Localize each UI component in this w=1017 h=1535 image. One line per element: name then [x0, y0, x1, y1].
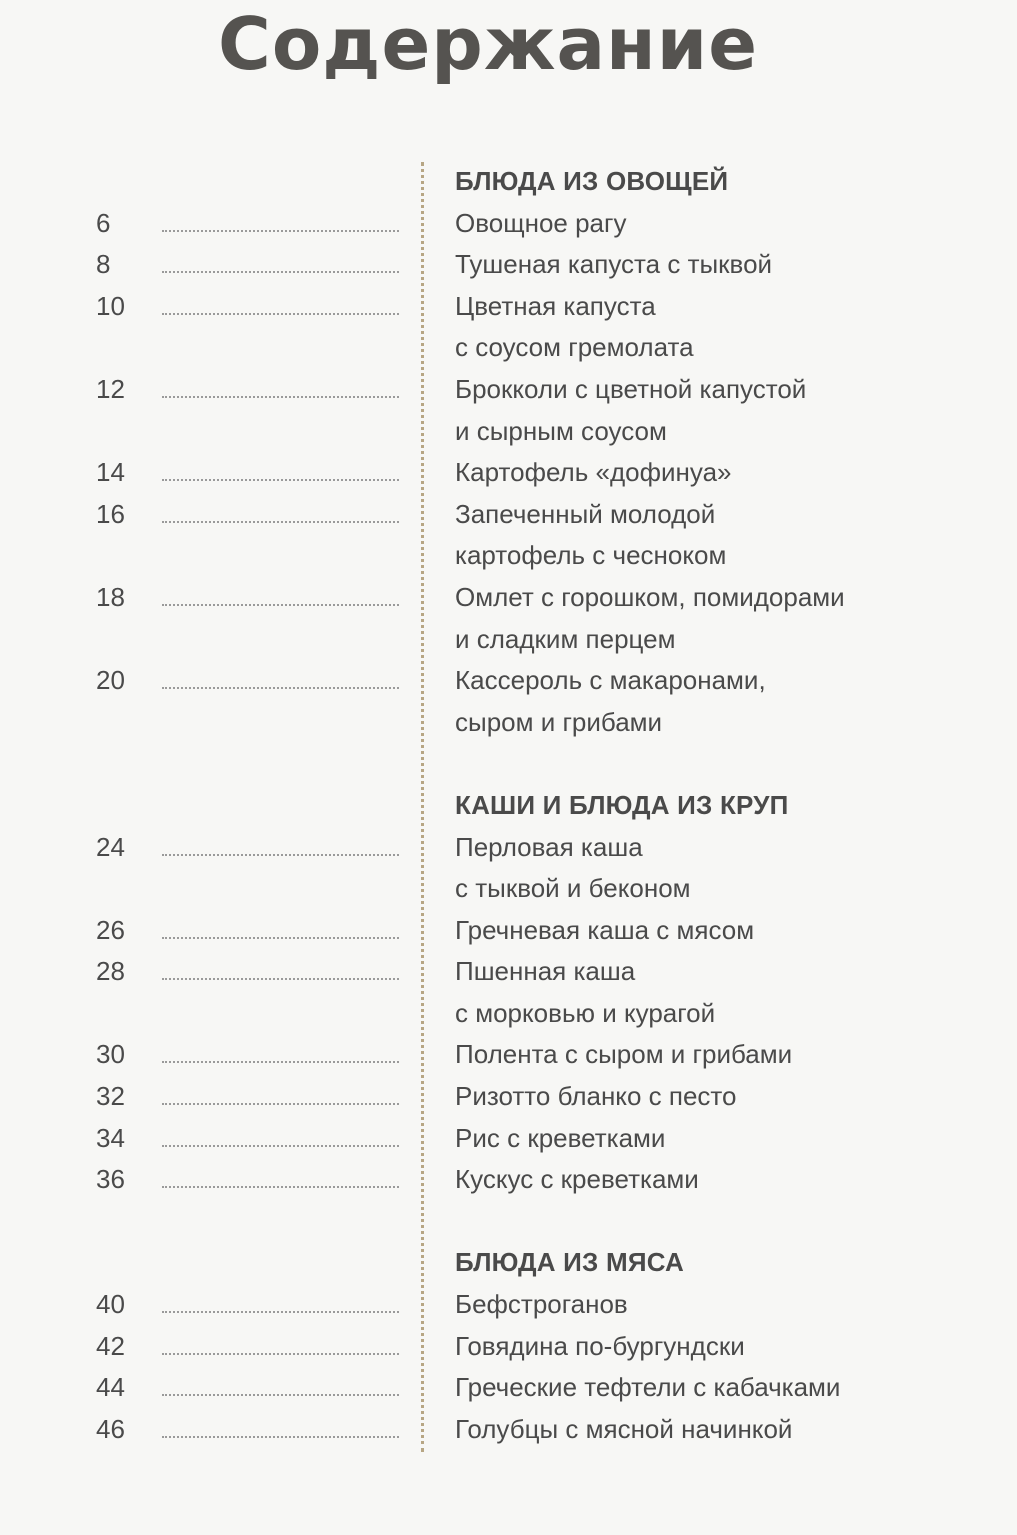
dot-leader [162, 1061, 399, 1063]
page-number: 8 [96, 249, 111, 280]
page-number: 24 [96, 831, 125, 862]
toc-entry[interactable] [0, 370, 1017, 412]
toc-entry[interactable] [0, 245, 1017, 287]
entry-title-line: Овощное рагу [455, 207, 627, 238]
page-number: 40 [96, 1289, 125, 1320]
dot-leader [162, 978, 399, 980]
toc-entry-continuation [0, 703, 1017, 745]
page-number: 46 [96, 1413, 125, 1444]
entry-title-line: Ризотто бланко с песто [455, 1081, 737, 1112]
section-heading [0, 786, 1017, 828]
toc-entry[interactable] [0, 828, 1017, 870]
dot-leader [162, 1186, 399, 1188]
entry-title-line: Пшенная каша [455, 956, 636, 987]
dot-leader [162, 687, 399, 689]
entry-title-line: Кассероль с макаронами, [455, 665, 766, 696]
dot-leader [162, 937, 399, 939]
page-number: 18 [96, 581, 125, 612]
entry-title-line: Говядина по-бургундски [455, 1330, 745, 1361]
dot-leader [162, 271, 399, 273]
section-heading [0, 162, 1017, 204]
page-number: 16 [96, 498, 125, 529]
toc-entry-continuation [0, 994, 1017, 1036]
entry-title-line: Запеченный молодой [455, 498, 716, 529]
dot-leader [162, 396, 399, 398]
dot-leader [162, 479, 399, 481]
dot-leader [162, 230, 399, 232]
dot-leader [162, 604, 399, 606]
page-number: 20 [96, 665, 125, 696]
section-heading-text: КАШИ И БЛЮДА ИЗ КРУП [455, 789, 789, 820]
toc-entry[interactable] [0, 911, 1017, 953]
entry-title-line: и сырным соусом [455, 415, 667, 446]
entry-title-line: с тыквой и беконом [455, 873, 691, 904]
toc-entry[interactable] [0, 204, 1017, 246]
entry-title-line: с соусом гремолата [455, 332, 694, 363]
toc-entry[interactable] [0, 1410, 1017, 1452]
entry-title-line: картофель с чесноком [455, 540, 727, 571]
page-number: 10 [96, 290, 125, 321]
dot-leader [162, 1103, 399, 1105]
toc-entry[interactable] [0, 1160, 1017, 1202]
page-number: 12 [96, 373, 125, 404]
entry-title-line: Тушеная капуста с тыквой [455, 249, 773, 280]
dot-leader [162, 521, 399, 523]
toc-entry[interactable] [0, 1119, 1017, 1161]
dot-leader [162, 1145, 399, 1147]
toc-entry[interactable] [0, 1327, 1017, 1369]
toc-entry-continuation [0, 412, 1017, 454]
entry-title-line: Омлет с горошком, помидорами [455, 581, 845, 612]
page-number: 14 [96, 457, 125, 488]
entry-title-line: Греческие тефтели с кабачками [455, 1372, 841, 1403]
entry-title-line: Перловая каша [455, 831, 643, 862]
section-heading-text: БЛЮДА ИЗ ОВОЩЕЙ [455, 166, 729, 196]
toc-entry-continuation [0, 869, 1017, 911]
page-number: 32 [96, 1081, 125, 1112]
section-heading [0, 1243, 1017, 1285]
dot-leader [162, 1394, 399, 1396]
page-number: 26 [96, 914, 125, 945]
toc-entry[interactable] [0, 287, 1017, 329]
entry-title-line: сыром и грибами [455, 706, 663, 737]
entry-title-line: Кускус с креветками [455, 1164, 699, 1195]
page-number: 42 [96, 1330, 125, 1361]
entry-title-line: Рис с креветками [455, 1122, 666, 1153]
entry-title-line: Гречневая каша с мясом [455, 914, 755, 945]
section-heading-text: БЛЮДА ИЗ МЯСА [455, 1247, 685, 1278]
entry-title-line: с морковью и курагой [455, 997, 716, 1028]
page-number: 6 [96, 207, 111, 238]
dot-leader [162, 854, 399, 856]
dot-leader [162, 1311, 399, 1313]
entry-title-line: Картофель «дофинуа» [455, 457, 732, 488]
toc-entry[interactable] [0, 495, 1017, 537]
page-title: Содержание [218, 2, 759, 86]
dot-leader [162, 1353, 399, 1355]
toc-entry-continuation [0, 536, 1017, 578]
page-number: 36 [96, 1164, 125, 1195]
toc-entry[interactable] [0, 1285, 1017, 1327]
dot-leader [162, 1436, 399, 1438]
entry-title-line: Полента с сыром и грибами [455, 1039, 793, 1070]
entry-title-line: Цветная капуста [455, 290, 656, 321]
section-gap [0, 744, 1017, 786]
table-of-contents [0, 162, 1017, 1451]
toc-entry[interactable] [0, 578, 1017, 620]
page-number: 30 [96, 1039, 125, 1070]
entry-title-line: и сладким перцем [455, 623, 676, 654]
toc-entry-continuation [0, 620, 1017, 662]
toc-entry[interactable] [0, 1035, 1017, 1077]
entry-title-line: Бефстроганов [455, 1289, 628, 1320]
page-number: 44 [96, 1372, 125, 1403]
toc-entry[interactable] [0, 661, 1017, 703]
page-number: 28 [96, 956, 125, 987]
toc-entry-continuation [0, 328, 1017, 370]
entry-title-line: Голубцы с мясной начинкой [455, 1413, 793, 1444]
toc-entry[interactable] [0, 453, 1017, 495]
toc-entry[interactable] [0, 1077, 1017, 1119]
section-gap [0, 1202, 1017, 1244]
entry-title-line: Брокколи с цветной капустой [455, 373, 807, 404]
page-number: 34 [96, 1122, 125, 1153]
toc-entry[interactable] [0, 952, 1017, 994]
dot-leader [162, 313, 399, 315]
toc-entry[interactable] [0, 1368, 1017, 1410]
